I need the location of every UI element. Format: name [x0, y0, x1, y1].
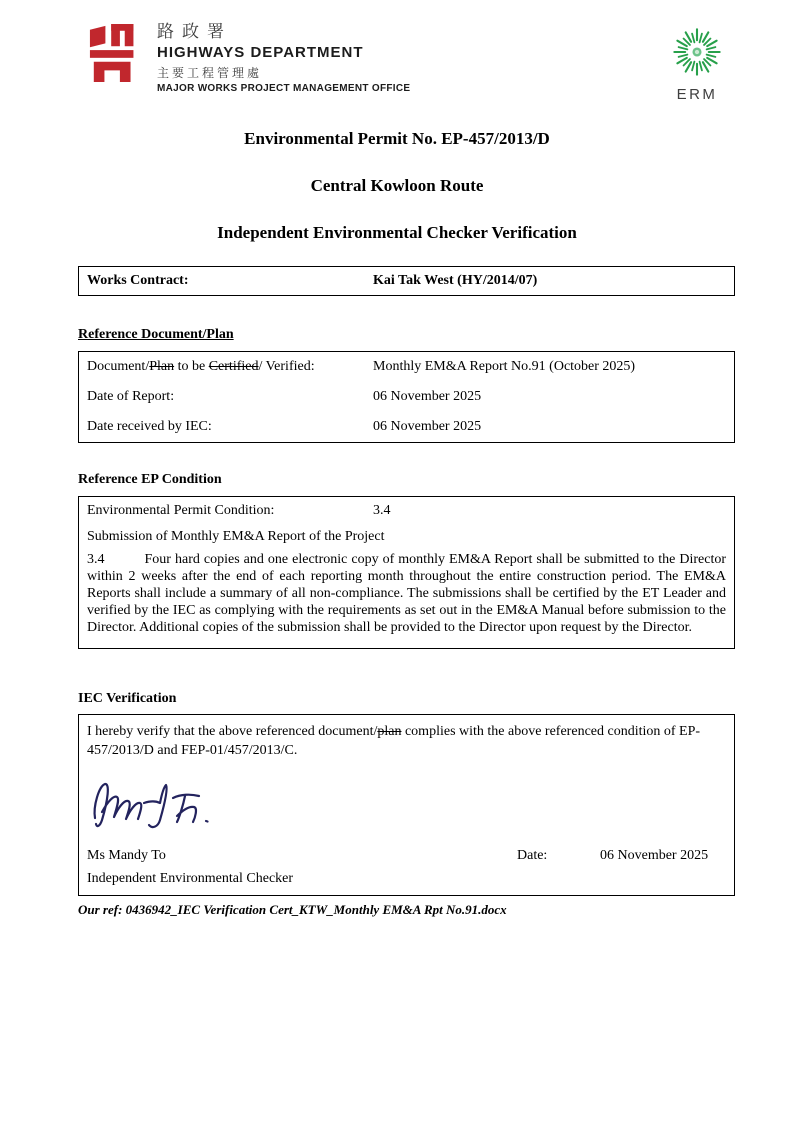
reference-ep-heading: Reference EP Condition — [78, 472, 222, 487]
office-name-chinese: 主要工程管理處 — [157, 65, 263, 80]
date-label: Date: — [517, 847, 548, 863]
document-label-strike-certified: Certified — [208, 359, 259, 374]
iec-statement — [87, 723, 726, 759]
document-label-part: to be — [174, 359, 209, 374]
sign-date-value: 06 November 2025 — [600, 847, 709, 863]
permit-number-title: Environmental Permit No. EP-457/2013/D — [244, 129, 550, 148]
dept-name-english: HIGHWAYS DEPARTMENT — [157, 43, 364, 61]
erm-wordmark: ERM — [676, 86, 718, 103]
ep-condition-value: 3.4 — [373, 503, 391, 518]
highways-department-logo-icon — [88, 22, 146, 84]
date-received-label: Date received by IEC: — [87, 419, 212, 434]
date-received-value: 06 November 2025 — [373, 419, 482, 434]
ep-clause-paragraph — [79, 545, 734, 636]
reference-ep-table — [78, 496, 735, 649]
date-of-report-label: Date of Report: — [87, 389, 175, 404]
signer-title: Independent Environmental Checker — [87, 870, 294, 886]
our-ref-line: Our ref: 0436942_IEC Verification Cert_KTW_Monthly EM&A Rpt No.91.docx — [78, 901, 507, 917]
highways-department-brand — [88, 22, 410, 94]
signer-row — [87, 848, 726, 864]
reference-document-table — [78, 351, 735, 443]
document-label — [87, 359, 373, 375]
ep-condition-label: Environmental Permit Condition: — [87, 503, 275, 518]
document-label-part: Document/ — [87, 359, 150, 374]
works-contract-table — [78, 266, 735, 296]
erm-brand — [662, 24, 732, 103]
signature-area — [89, 774, 726, 832]
document-label-part: / Verified: — [258, 359, 315, 374]
works-contract-row — [79, 267, 734, 295]
document-value: Monthly EM&A Report No.91 (October 2025) — [373, 359, 636, 374]
works-contract-value: Kai Tak West (HY/2014/07) — [373, 273, 538, 288]
iec-statement-strike-plan: plan — [377, 724, 402, 740]
ep-clause-text: Four hard copies and one electronic copy of monthly EM&A Report shall be submitted to the Director within 2 weeks after the end of each reporting month throughout the entire construction period. The EM&A Reports shall include a summary of all non-compliance. The submissions shall be certified by the ET Leader and verified by the IEC as complying with the requirements as set out in the EM&A Manual before submission to the Director. Additional copies of the submission shall be provided to the Director upon request by the Director. — [87, 552, 726, 636]
highways-department-text — [157, 23, 410, 94]
erm-logo-icon — [668, 24, 726, 80]
date-received-row — [79, 412, 734, 442]
document-label-strike-plan: Plan — [149, 359, 175, 374]
ep-condition-row — [79, 497, 734, 525]
iec-statement-part: complies with the above referenced condition of EP-457/2013/D and FEP-01/457/2013/C. — [87, 724, 701, 758]
works-contract-label: Works Contract: — [87, 273, 189, 288]
iec-statement-part: I hereby verify that the above referenced document/ — [87, 724, 378, 740]
date-of-report-value: 06 November 2025 — [373, 389, 482, 404]
iec-verification-heading: IEC Verification — [78, 691, 177, 707]
document-row — [79, 352, 734, 382]
signature-handwriting — [89, 774, 221, 830]
header — [0, 0, 794, 103]
document-type-title: Independent Environmental Checker Verification — [217, 223, 577, 242]
iec-verification-table — [78, 714, 735, 895]
reference-document-heading: Reference Document/Plan — [78, 327, 234, 342]
date-of-report-row — [79, 382, 734, 412]
ep-submission-title: Submission of Monthly EM&A Report of the Project — [87, 529, 385, 544]
dept-name-chinese: 路政署 — [157, 22, 232, 41]
ep-clause-number: 3.4 — [87, 552, 105, 567]
signer-name: Ms Mandy To — [87, 847, 166, 863]
project-title: Central Kowloon Route — [310, 176, 484, 195]
office-name-english: MAJOR WORKS PROJECT MANAGEMENT OFFICE — [157, 82, 411, 94]
